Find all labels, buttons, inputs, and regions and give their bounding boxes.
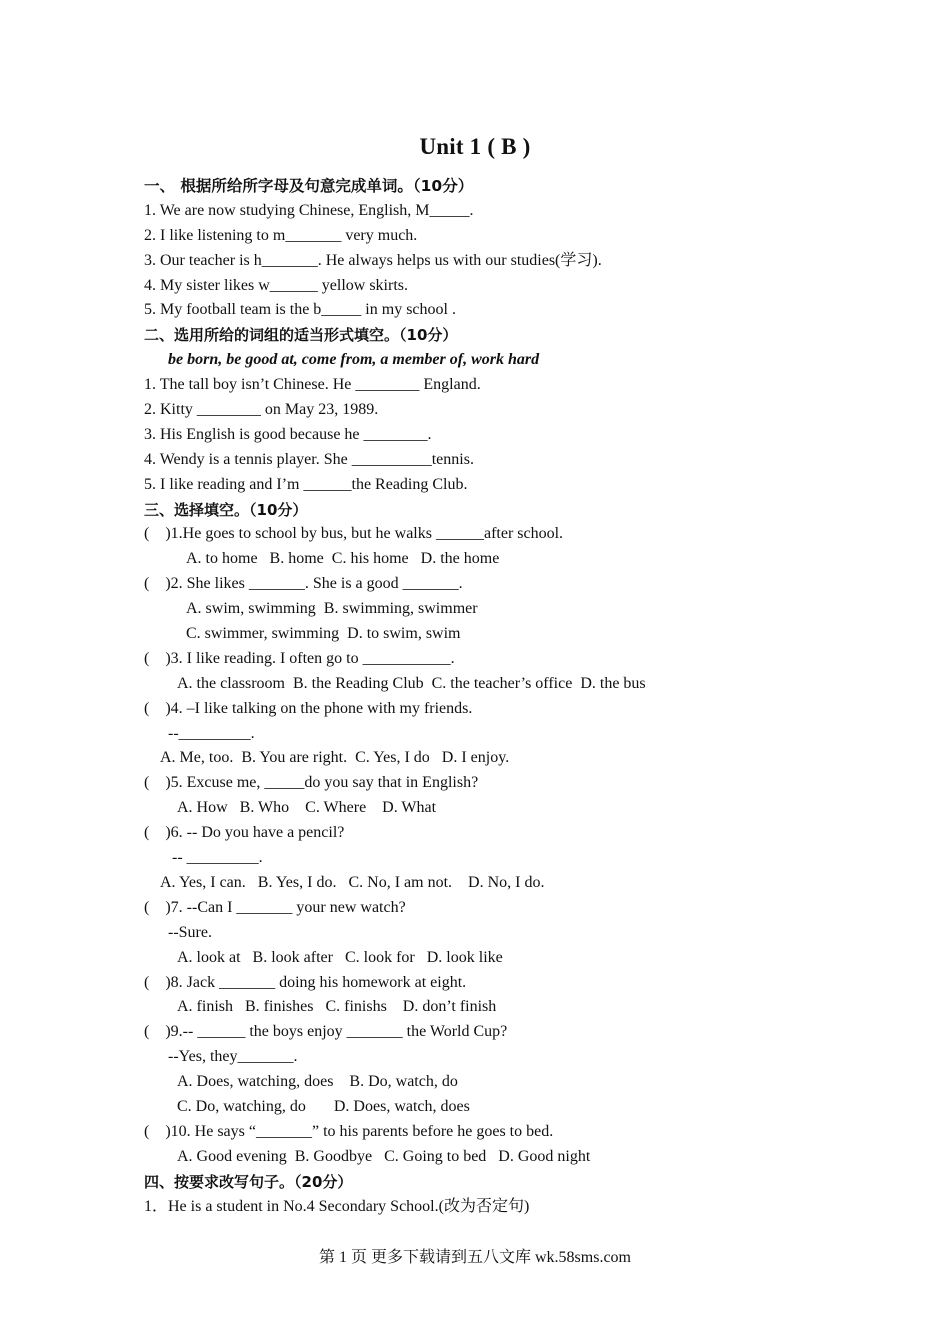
section-1-item: 3. Our teacher is h_______. He always helps us with our studies(学习). bbox=[144, 251, 602, 269]
question-3-options: A. the classroom B. the Reading Club C. the teacher’s office D. the bus bbox=[177, 674, 646, 692]
section-1-item: 1. We are now studying Chinese, English, M_____. bbox=[144, 201, 474, 219]
question-2-options-b: C. swimmer, swimming D. to swim, swim bbox=[186, 625, 461, 643]
question-1-options: A. to home B. home C. his home D. the home bbox=[186, 550, 500, 568]
question-9-options-a: A. Does, watching, does B. Do, watch, do bbox=[177, 1073, 458, 1091]
section-2-item: 1. The tall boy isn’t Chinese. He ________ England. bbox=[144, 376, 481, 394]
section-2-item: 2. Kitty ________ on May 23, 1989. bbox=[144, 401, 379, 419]
question-8: ( )8. Jack _______ doing his homework at eight. bbox=[144, 973, 467, 991]
question-8-options: A. finish B. finishes C. finishs D. don’t finish bbox=[177, 998, 497, 1016]
question-2-options-a: A. swim, swimming B. swimming, swimmer bbox=[186, 600, 478, 618]
phrase-bank: be born, be good at, come from, a member of, work hard bbox=[168, 351, 540, 369]
question-7-options: A. look at B. look after C. look for D. look like bbox=[177, 948, 503, 966]
question-9-options-b: C. Do, watching, do D. Does, watch, does bbox=[177, 1097, 470, 1115]
section-4-heading: 四、按要求改写句子。（20分） bbox=[144, 1172, 353, 1191]
section-4-item: 1．He is a student in No.4 Secondary School.(改为否定句) bbox=[144, 1197, 530, 1215]
section-1-item: 2. I like listening to m_______ very much. bbox=[144, 226, 418, 244]
question-10: ( )10. He says “_______” to his parents before he goes to bed. bbox=[144, 1122, 554, 1140]
question-9-reply: --Yes, they_______. bbox=[168, 1048, 298, 1066]
question-6-options: A. Yes, I can. B. Yes, I do. C. No, I am not. D. No, I do. bbox=[160, 873, 545, 891]
question-5-options: A. How B. Who C. Where D. What bbox=[177, 799, 437, 817]
question-7-reply: --Sure. bbox=[168, 923, 212, 941]
question-9: ( )9.-- ______ the boys enjoy _______ the World Cup? bbox=[144, 1023, 508, 1041]
question-5: ( )5. Excuse me, _____do you say that in English? bbox=[144, 774, 479, 792]
question-3: ( )3. I like reading. I often go to ___________. bbox=[144, 649, 455, 667]
section-2-heading: 二、选用所给的词组的适当形式填空。（10分） bbox=[144, 326, 458, 345]
section-1-item: 5. My football team is the b_____ in my school . bbox=[144, 301, 456, 319]
section-2-item: 3. His English is good because he ________. bbox=[144, 425, 432, 443]
question-4: ( )4. –I like talking on the phone with my friends. bbox=[144, 699, 473, 717]
question-4-options: A. Me, too. B. You are right. C. Yes, I do D. I enjoy. bbox=[160, 749, 510, 767]
question-2: ( )2. She likes _______. She is a good _______. bbox=[144, 575, 463, 593]
section-1-heading: 一、 根据所给所字母及句意完成单词。（10分） bbox=[144, 177, 474, 195]
section-2-item: 5. I like reading and I’m ______the Reading Club. bbox=[144, 475, 468, 493]
section-1-item: 4. My sister likes w______ yellow skirts. bbox=[144, 276, 408, 294]
question-6: ( )6. -- Do you have a pencil? bbox=[144, 824, 345, 842]
page-title: Unit 1 ( B ) bbox=[419, 134, 531, 159]
question-1: ( )1.He goes to school by bus, but he walks ______after school. bbox=[144, 525, 564, 543]
section-3-heading: 三、选择填空。（10分） bbox=[144, 500, 308, 519]
section-2-item: 4. Wendy is a tennis player. She __________tennis. bbox=[144, 450, 474, 468]
question-6-reply: -- _________. bbox=[172, 849, 263, 867]
question-4-reply: --_________. bbox=[168, 724, 255, 742]
question-7: ( )7. --Can I _______ your new watch? bbox=[144, 898, 406, 916]
page-footer: 第 1 页 更多下载请到五八文库 wk.58sms.com bbox=[318, 1249, 631, 1266]
question-10-options: A. Good evening B. Goodbye C. Going to bed D. Good night bbox=[177, 1147, 591, 1165]
worksheet-content bbox=[144, 174, 844, 1219]
